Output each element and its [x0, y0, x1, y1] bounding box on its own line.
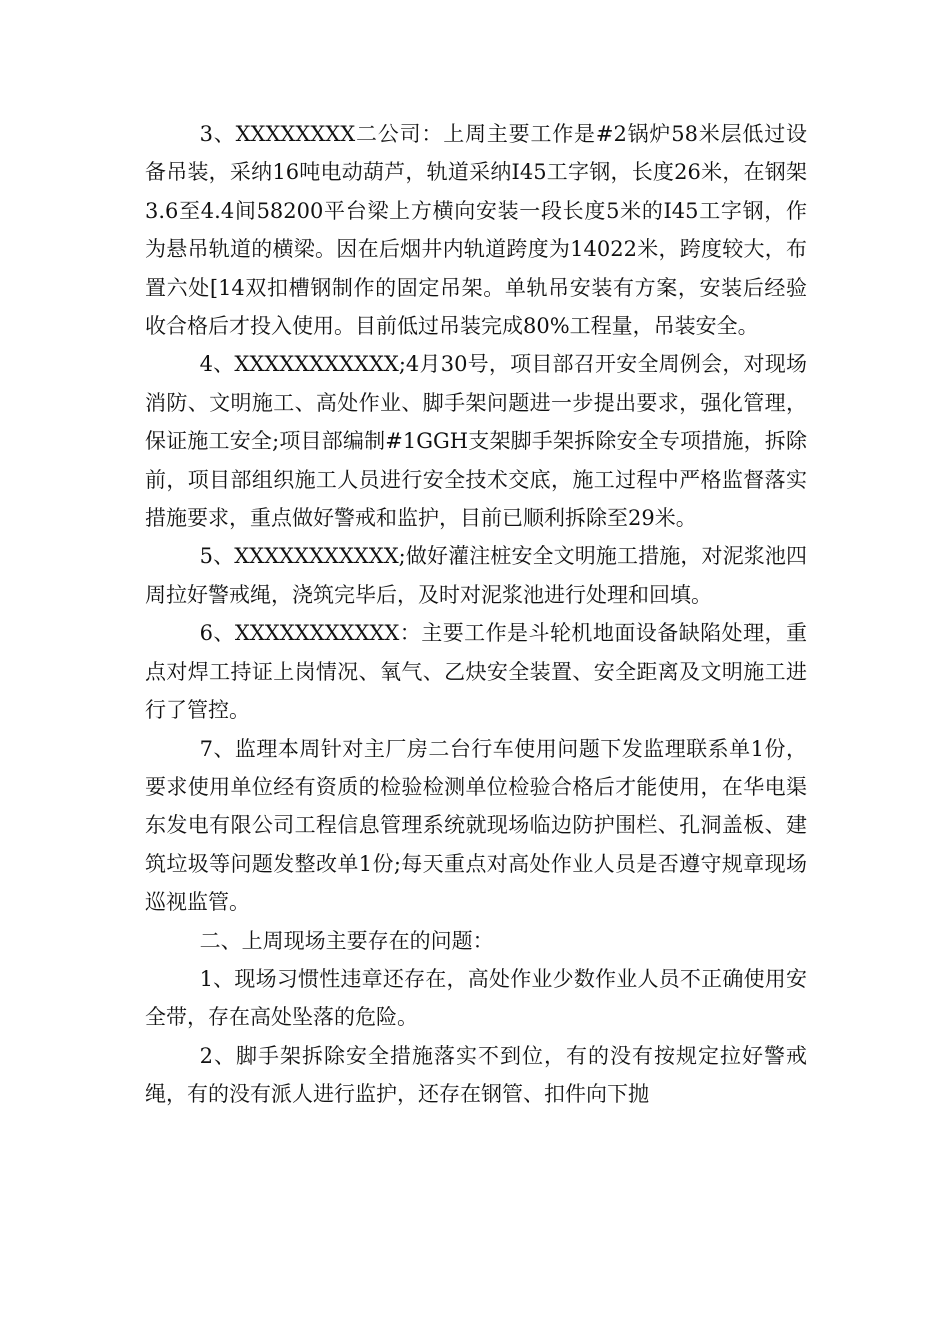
problem-item-1: 1、现场习惯性违章还存在，高处作业少数作业人员不正确使用安全带，存在高处坠落的危险。 — [145, 966, 807, 1030]
paragraph-item-6: 6、XXXXXXXXXXX：主要工作是斗轮机地面设备缺陷处理，重点对焊工持证上岗情况、氧气、乙炔安全装置、安全距离及文明施工进行了管控。 — [145, 621, 807, 723]
section-heading-problems: 二、上周现场主要存在的问题： — [199, 928, 494, 953]
paragraph-item-3: 3、XXXXXXXX二公司：上周主要工作是#2锅炉58米层低过设备吊装，采纳16吨电动葫芦，轨道采纳I45工字钢，长度26米，在钢架3.6至4.4间58200平台梁上方横向安装一段长度5米的I45工字钢，作为悬吊轨道的横梁。因在后烟井内轨道跨度为14022米，跨度较大，布置六处[14双扣槽钢制作的固定吊架。单轨吊安装有方案，安装后经验收合格后才投入使用。目前低过吊装完成80%工程量，吊装安全。 — [145, 122, 807, 339]
document-body — [145, 115, 807, 1114]
paragraph-item-7: 7、监理本周针对主厂房二台行车使用问题下发监理联系单1份，要求使用单位经有资质的检验检测单位检验合格后才能使用，在华电渠东发电有限公司工程信息管理系统就现场临边防护围栏、孔洞盖板、建筑垃圾等问题发整改单1份;每天重点对高处作业人员是否遵守规章现场巡视监管。 — [145, 736, 807, 915]
paragraph-item-4: 4、XXXXXXXXXXX;4月30号，项目部召开安全周例会，对现场消防、文明施工、高处作业、脚手架问题进一步提出要求，强化管理，保证施工安全;项目部编制#1GGH支架脚手架拆除安全专项措施，拆除前，项目部组织施工人员进行安全技术交底，施工过程中严格监督落实措施要求，重点做好警戒和监护，目前已顺利拆除至29米。 — [145, 352, 807, 531]
paragraph-item-5: 5、XXXXXXXXXXX;做好灌注桩安全文明施工措施，对泥浆池四周拉好警戒绳，浇筑完毕后，及时对泥浆池进行处理和回填。 — [145, 544, 807, 607]
problem-item-2: 2、脚手架拆除安全措施落实不到位，有的没有按规定拉好警戒绳，有的没有派人进行监护，还存在钢管、扣件向下抛 — [145, 1043, 807, 1107]
